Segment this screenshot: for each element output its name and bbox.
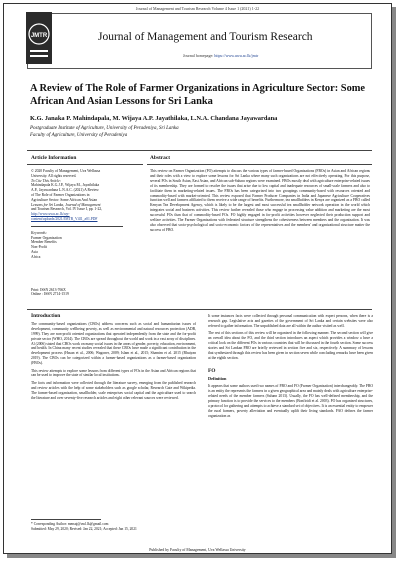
keywords-label: Keywords:: [31, 230, 47, 235]
keyword: Non-Profit: [31, 245, 47, 250]
paragraph: This review attempts to explore some lessons from different types of FOs in the Asian and African regions that can be used to improve the state of similar local institutions.: [31, 368, 196, 378]
paragraph: The community-based organizations (CBOs) address concerns such as social and humanitarian issues of development, community wellbeing poverty, as well as environmental and natural resources protection (ADB, 1999). They are non-profit oriented organizations that operated independently from the state and the for-profit private sector (WHO, 2014). The CBOs are spread throughout the world and work in a vast array of disciplines. Al (2006) stated that CBOs work on many social issues in the areas of gender, poverty, education, environment, and health. In China many recent studies revealed that these CBOs have made a significant contribution in the development process (Hasan et al., 2006; Wagoner, 2009; Islam et al., 2015; Shamim et al. 2015 (Bhuiyan 2019). The CBOs can be categorized within a farmer-based organizations as a farmer-based organization (FBOs).: [31, 321, 196, 366]
print-issn: Print: ISSN 2613-766X: [31, 287, 66, 292]
article-link[interactable]: http://www.uwu.ac.lk/wp-: [31, 212, 70, 217]
info-line: Agriculture Sector: Some African And Asian: [31, 197, 98, 202]
homepage-label: Journal homepage:: [183, 53, 214, 58]
paragraph: The facts and information were collected through the literature survey, emerging from the published research and review articles with the help of some stakeholders such as google scholar, Research Gate and Wikipedia. The farmer-based organization, smallholder, scale enterprises social capital and the agriculture used to search the literature and over seventy-five research articles and eight other relevant sources were reviewed.: [31, 380, 196, 400]
homepage-link[interactable]: https://www.uwu.ac.lk/jmtr: [214, 53, 259, 58]
info-line: Lessons for Sri Lanka, Journal of Management: [31, 202, 101, 207]
keyword: Africa: [31, 254, 41, 259]
affiliation-1: Postgraduate Institute of Agriculture, University of Peradeniya, Sri Lanka: [30, 126, 179, 131]
paragraph: It some instances facts were collected through personal communication with expert persons, when there is a research gap. Legislative acts and gazettes of the government of Sri Lanka and certain websites were also referred to gather information. The unpublished data are all within the author visited as well.: [208, 314, 373, 328]
abstract-text: This review on Farmer Organization (FO) attempts to discuss the various types of farmer-based Organizations (FBOs) in Asian and African regions and their roles with a view to explore some lessons for Sri Lanka where many such organizations are not effectively operating. For this purpose, several FOs in South Asian, East Asian, and African sub-Sahara regions were examined. FBOs mostly deal with agriculture enterprise-related issues of its membership. They are formed to resolve the issues that arise due to low capital and inadequate resources of small-scale farmers and also to facilitate them in marketing-related issues. The FBOs has been categorized into two groupings community-based with resources oriented and commodity-based with market-oriented. This review exposed that Farmer Producer Companies in India and Japanese Agriculture Cooperatives function well and farmers affiliated to them receive a wide range of benefits. Furthermore, tea smallholders in Kenya are organized as a FBO called Kenyan Tea Development Agency, which is likely to be the largest and most successful tea smallholder network operation in the world which integrates social and business activities. This review further revealed those who engage in processing value addition and marketing are the most successful FOs than that of commodity-based FOs. FO highly engaged in for-profit activities however neglected their production support and welfare activities. The Farmer Organizations with federated structure strengthens the cohesiveness between members and the organization. It was also observed that socio-psychological and socio-economic factors of the representatives and the members' and organizational structure matter the success of FBO.: [150, 169, 370, 232]
publisher-line: Published by Faculty of Management, Uva Wellassa University: [149, 548, 246, 552]
info-line: A.P., Jayawardana L.N.A.C. (2021) A Review: [31, 188, 99, 193]
article-link[interactable]: content/uploads/2021/JMTR_V4I1_a01.PDF: [31, 216, 98, 221]
paragraph: The rest of this sections of this review will be organized in the following manner. The second section will give an overall idea about the FO, and the third section introduces an aspect which provides a window a have a critical look on the different FOs in various countries that will be discussed in the fourth section. Some success stories and Sri Lankan FBO are briefly reviewed in section five and six, respectively. A summary of lessons that synthesized through this review has been given in section seven while concluding remarks have been given at the eighth section.: [208, 331, 373, 360]
keyword: Asia: [31, 249, 38, 254]
info-line: and Tourism Research, Vol. IV Issue I, pp. 1-22,: [31, 207, 103, 212]
article-authors: K.G. Janaka P. Mahindapala, M. Wijaya A.P. Jayathilaka, L.N.A. Chandana Jayawardana: [30, 115, 278, 122]
affiliation-2: Faculty of Agriculture, University of Peradeniya: [30, 133, 128, 138]
keyword: Farmer Organization: [31, 235, 62, 240]
svg-text:JMTR: JMTR: [30, 33, 48, 39]
keyword: Member Benefits: [31, 240, 57, 245]
info-line: Mahindapala K.G.J.P., Wijaya M., Jayathilaka: [31, 183, 100, 188]
page-border: [3, 3, 392, 554]
info-line: To Cite This Article:: [31, 178, 62, 183]
paragraph: It appears that some authors used two names of FBO and FO (Farmer Organization) interchangeably. The FBO is an entity the represents the farmers in a given geographical area and mainly deals with agriculture enterprise-related needs of the member farmers (Salunn 2013). Usually, the FO has well-defined membership, and the primary function is to provide the services to the members (Bonfiridi et al. 2003). FO has organized structures, a protocol for gathering and attempts to achieve a standard set of objectives. It is an essential entity to empower the rural farmers, poverty alleviation and eventually uplift their living standards. FAO defines the farmer organization as: [208, 384, 373, 418]
definition-heading: Definition: [208, 375, 227, 381]
introduction-heading: Introduction: [31, 313, 61, 319]
article-title: A Review of The Role of Farmer Organizations in Agriculture Sector: Some African And Asian Lessons for Sri Lanka: [30, 83, 366, 107]
info-line: © 2020 Faculty of Management, Uva Wellassa: [31, 169, 101, 173]
submission-dates: Submitted: May 29, 2020; Revised: Jan 22, 2021; Accepted: Jan 15, 2021: [31, 526, 137, 531]
online-issn: Online : ISSN 2714-1519: [31, 292, 69, 297]
abstract-heading: Abstract: [150, 155, 171, 161]
running-head: Journal of Management and Tourism Research Volume 4 Issue 1 (2021) 1-22: [135, 6, 260, 11]
article-info-heading: Article Information: [31, 155, 77, 161]
info-line: of The Role of Farmer Organizations in: [31, 192, 90, 197]
fo-heading: FO: [208, 367, 216, 374]
corresponding-author: * Corresponding Author: mmsaj@uwl.lk@gmail.com: [31, 522, 109, 526]
journal-title: Journal of Management and Tourism Research: [98, 31, 313, 43]
info-line: University. All rights reserved.: [31, 173, 77, 178]
